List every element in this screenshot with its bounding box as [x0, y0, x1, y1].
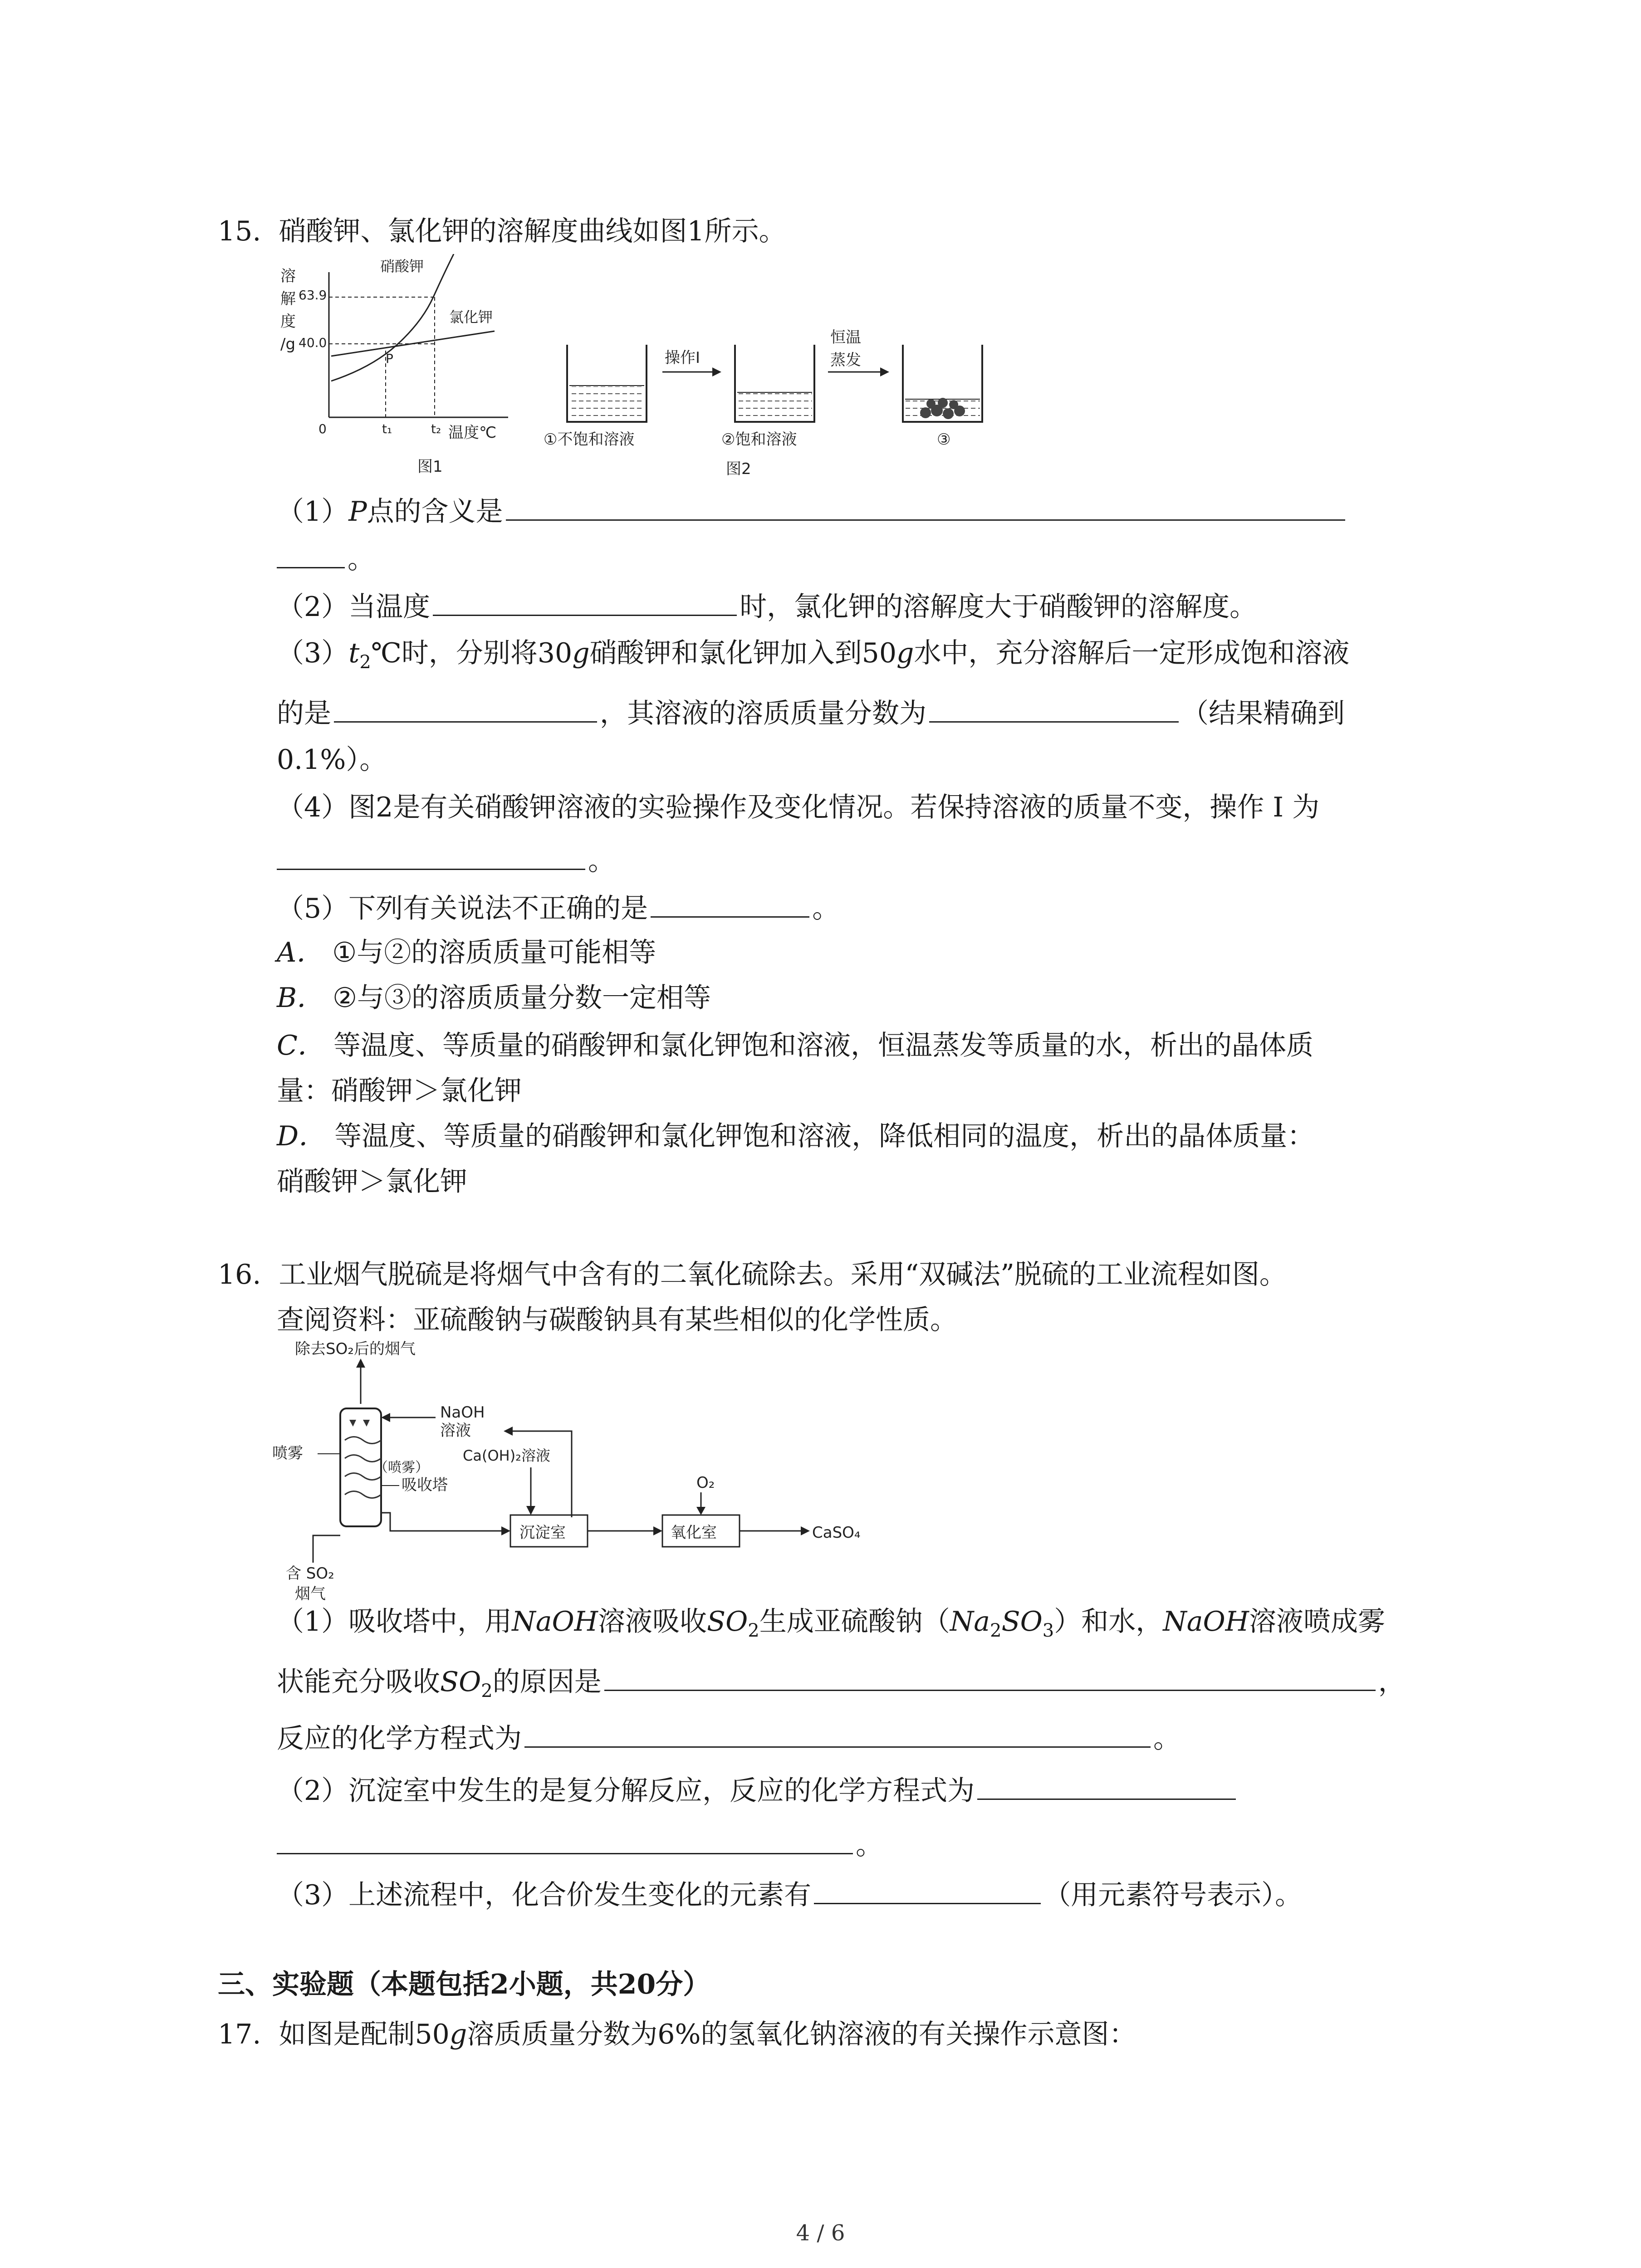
sub-text: 的是: [277, 698, 331, 729]
temp-subscript: 2: [359, 652, 371, 673]
beaker-figure: [535, 318, 1012, 481]
q17-stem: [218, 2016, 1136, 2053]
q17-text-c: 溶质质量分数为6%的氢氧化钠溶液的有关操作示意图：: [467, 2019, 1136, 2050]
q15-sub4-cont: [277, 841, 615, 879]
answer-blank-q15-2[interactable]: [433, 587, 737, 616]
sub-text: 的原因是: [492, 1666, 602, 1698]
sub-text: 水中，充分溶解后一定形成饱和溶液: [914, 637, 1350, 669]
room2-label: 氧化室: [671, 1524, 717, 1542]
option-a: [277, 934, 656, 971]
subscript: 3: [1042, 1620, 1054, 1641]
option-d-cont: [277, 1163, 467, 1200]
outlet-pipe: [381, 1513, 504, 1531]
ylabel-char-2: 解: [280, 290, 296, 308]
q15-sub5: [277, 889, 839, 927]
fig1-caption: 图1: [417, 458, 443, 476]
beaker-2-liquid: [737, 393, 812, 420]
q16-sub2-cont: [277, 1826, 883, 1863]
q16-sub1: [277, 1603, 1385, 1649]
spray-label: 喷雾: [272, 1444, 303, 1462]
unit-g: g: [572, 637, 590, 669]
answer-blank-q16-3[interactable]: [814, 1876, 1041, 1904]
option-label: C．: [277, 1030, 325, 1061]
option-c-cont: [277, 1073, 522, 1109]
t2-label: t₂: [431, 421, 441, 436]
arrow-op1-head: [712, 367, 721, 376]
sub-text: （2）当温度: [277, 591, 431, 623]
q15-sub1: [277, 492, 1348, 530]
unit-g: g: [449, 2019, 467, 2050]
naoh-arrow-head: [381, 1413, 390, 1422]
option-label: B．: [277, 982, 324, 1014]
sub-text: （用元素符号表示）。: [1043, 1879, 1303, 1911]
sub-text: 时，氯化钾的溶解度大于硝酸钾的溶解度。: [740, 591, 1257, 623]
answer-blank-q16-1a[interactable]: [604, 1662, 1376, 1691]
ylabel-char-3: 度: [280, 313, 296, 331]
sub-text: ，其溶液的溶质质量分数为: [600, 698, 926, 729]
option-text: 量：硝酸钾＞氯化钾: [277, 1075, 522, 1107]
op2-label-2: 蒸发: [830, 351, 861, 369]
q15-sub2: [277, 587, 1257, 625]
q16-stem-2: [277, 1302, 957, 1338]
sub-text: ）和水，: [1054, 1606, 1163, 1637]
option-label: A．: [277, 937, 324, 968]
period: 。: [1153, 1723, 1181, 1755]
q15-sub4: [277, 789, 1319, 826]
formula-naoh: NaOH: [512, 1606, 598, 1637]
unit-g: g: [896, 637, 914, 669]
q15-sub3-cont: [277, 694, 1345, 732]
period: 。: [856, 1829, 883, 1861]
spray-nozzles: [349, 1420, 370, 1427]
q16-sub1-cont: [277, 1662, 1406, 1709]
answer-blank-q16-1b[interactable]: [524, 1719, 1151, 1748]
sub-text: （结果精确到: [1181, 698, 1345, 729]
formula-so2: SO: [440, 1666, 481, 1698]
naoh-label-1: NaOH: [440, 1403, 485, 1422]
q16-stem: [218, 1256, 1287, 1293]
sub-text: 点的含义是: [367, 496, 503, 528]
origin-label: 0: [318, 421, 327, 436]
caoh2-arrow-head: [526, 1506, 535, 1515]
answer-blank-q15-4[interactable]: [277, 841, 585, 870]
q15-sub3: [277, 635, 1349, 680]
beaker-1-liquid: [569, 386, 644, 420]
o2-arrow-head: [696, 1507, 705, 1515]
subscript: 2: [748, 1620, 759, 1641]
sub-text: 生成亚硫酸钠（: [759, 1606, 950, 1637]
transfer-arrow-head: [653, 1526, 662, 1535]
q15-stem: [218, 213, 786, 249]
room1-label: 沉淀室: [519, 1524, 566, 1542]
question-text: [279, 2019, 1136, 2050]
answer-blank-q15-1[interactable]: [506, 492, 1345, 521]
page-number: 4 / 6: [796, 2220, 845, 2246]
question-number: 15.: [218, 215, 261, 247]
question-number: 16.: [218, 1259, 261, 1290]
spray-label-2: （喷雾）: [374, 1460, 429, 1476]
option-text: ①与②的溶质质量可能相等: [323, 937, 656, 968]
fig2-caption: 图2: [726, 460, 751, 478]
q17-text-a: 如图是配制50: [279, 2019, 450, 2050]
period: 。: [348, 543, 375, 575]
t1-label: t₁: [382, 421, 392, 436]
option-d: [277, 1118, 1314, 1154]
question-number: 17.: [218, 2019, 261, 2050]
option-text: 硝酸钾＞氯化钾: [277, 1166, 467, 1198]
answer-blank-q15-3b[interactable]: [929, 694, 1179, 723]
y-tick-63-9: 63.9: [299, 288, 327, 303]
product-label: CaSO₄: [812, 1524, 861, 1542]
option-label: D．: [277, 1120, 326, 1152]
beaker3-label: ③: [937, 430, 951, 449]
answer-blank-q15-1b[interactable]: [277, 540, 345, 568]
formula-na: Na: [950, 1606, 990, 1637]
beaker2-label: ②饱和溶液: [721, 430, 797, 449]
formula-so2: SO: [706, 1606, 748, 1637]
answer-blank-q16-2a[interactable]: [977, 1771, 1236, 1800]
beaker1-label: ①不饱和溶液: [544, 430, 635, 449]
op2-label-1: 恒温: [830, 328, 861, 347]
question-text: 工业烟气脱硫是将烟气中含有的二氧化硫除去。采用“双碱法”脱硫的工业流程如图。: [279, 1259, 1287, 1290]
sub-label: （1）: [277, 496, 349, 528]
period: 。: [588, 845, 615, 877]
arrow-op2-head: [880, 367, 889, 376]
recycle-arrow-head: [504, 1427, 513, 1436]
naoh-label-2: 溶液: [440, 1422, 471, 1440]
kno3-label: 硝酸钾: [380, 258, 424, 275]
solubility-chart: [277, 254, 517, 481]
top-gas-label: 除去SO₂后的烟气: [295, 1340, 416, 1358]
kcl-label: 氯化钾: [449, 308, 493, 326]
temp-symbol: t: [348, 637, 360, 669]
comma: ，: [1378, 1666, 1406, 1698]
period: 。: [812, 893, 840, 924]
ylabel-char-4: /g: [280, 335, 296, 353]
q16-sub1-cont2: [277, 1719, 1181, 1757]
q15-sub1-cont: [277, 540, 375, 577]
sub-text: 状能充分吸收: [277, 1666, 440, 1698]
subscript: 2: [481, 1681, 493, 1701]
q16-sub3: [277, 1876, 1302, 1913]
option-c: [277, 1027, 1313, 1064]
option-text: ②与③的溶质质量分数一定相等: [324, 982, 711, 1014]
sub-text: （3）上述流程中，化合价发生变化的元素有: [277, 1879, 812, 1911]
sub-text: （1）吸收塔中，用: [277, 1606, 512, 1637]
option-text: 等温度、等质量的硝酸钾和氯化钾饱和溶液，降低相同的温度，析出的晶体质量：: [326, 1120, 1315, 1152]
section-heading: 三、实验题（本题包括2小题，共20分）: [218, 1969, 710, 2000]
x-axis-label: 温度℃: [448, 424, 497, 442]
inlet-pipe: [313, 1535, 340, 1563]
question-text: 硝酸钾、氯化钾的溶解度曲线如图1所示。: [279, 215, 786, 247]
recycle-line: [508, 1431, 572, 1517]
answer-blank-q15-3a[interactable]: [334, 694, 597, 723]
point-p: P: [348, 496, 367, 528]
sub-text: 0.1%）。: [277, 744, 387, 776]
caoh2-label: Ca(OH)₂溶液: [463, 1447, 551, 1464]
inlet-label-2: 烟气: [295, 1585, 326, 1603]
y-tick-40: 40.0: [299, 335, 327, 350]
question-text: 查阅资料：亚硫酸钠与碳酸钠具有某些相似的化学性质。: [277, 1304, 957, 1336]
sub-text: （2）沉淀室中发生的是复分解反应，反应的化学方程式为: [277, 1775, 975, 1807]
option-text: 等温度、等质量的硝酸钾和氯化钾饱和溶液，恒温蒸发等质量的水，析出的晶体质: [324, 1030, 1313, 1061]
tower-label: 吸收塔: [402, 1476, 448, 1494]
option-b: [277, 980, 711, 1016]
sub-text: （4）图2是有关硝酸钾溶液的实验操作及变化情况。若保持溶液的质量不变，操作 I 为: [277, 792, 1320, 823]
answer-blank-q16-2b[interactable]: [277, 1826, 853, 1854]
op1-label: 操作I: [665, 349, 700, 367]
answer-blank-q15-5[interactable]: [651, 889, 809, 918]
inlet-label-1: 含 SO₂: [286, 1564, 334, 1583]
formula-naoh: NaOH: [1163, 1606, 1249, 1637]
exhaust-arrow-head: [356, 1359, 365, 1368]
q15-sub3-cont2: [277, 742, 387, 778]
sub-text: ℃时，分别将30: [371, 637, 573, 669]
ylabel-char-1: 溶: [280, 267, 296, 285]
sub-text: 溶液吸收: [598, 1606, 707, 1637]
sub-text: 硝酸钾和氯化钾加入到50: [589, 637, 897, 669]
sub-text: （5）下列有关说法不正确的是: [277, 893, 648, 924]
sub-label: （3）: [277, 637, 349, 669]
flow-diagram: [272, 1336, 907, 1608]
subscript: 2: [990, 1620, 1002, 1641]
o2-label: O₂: [696, 1474, 715, 1492]
sub-text: 反应的化学方程式为: [277, 1723, 522, 1755]
formula-so: SO: [1001, 1606, 1043, 1637]
sub-text: 溶液喷成雾: [1249, 1606, 1386, 1637]
product-arrow-head: [801, 1526, 810, 1535]
outlet-arrow-head: [501, 1526, 510, 1535]
point-p-label: P: [386, 351, 393, 366]
q16-sub2: [277, 1771, 1239, 1809]
